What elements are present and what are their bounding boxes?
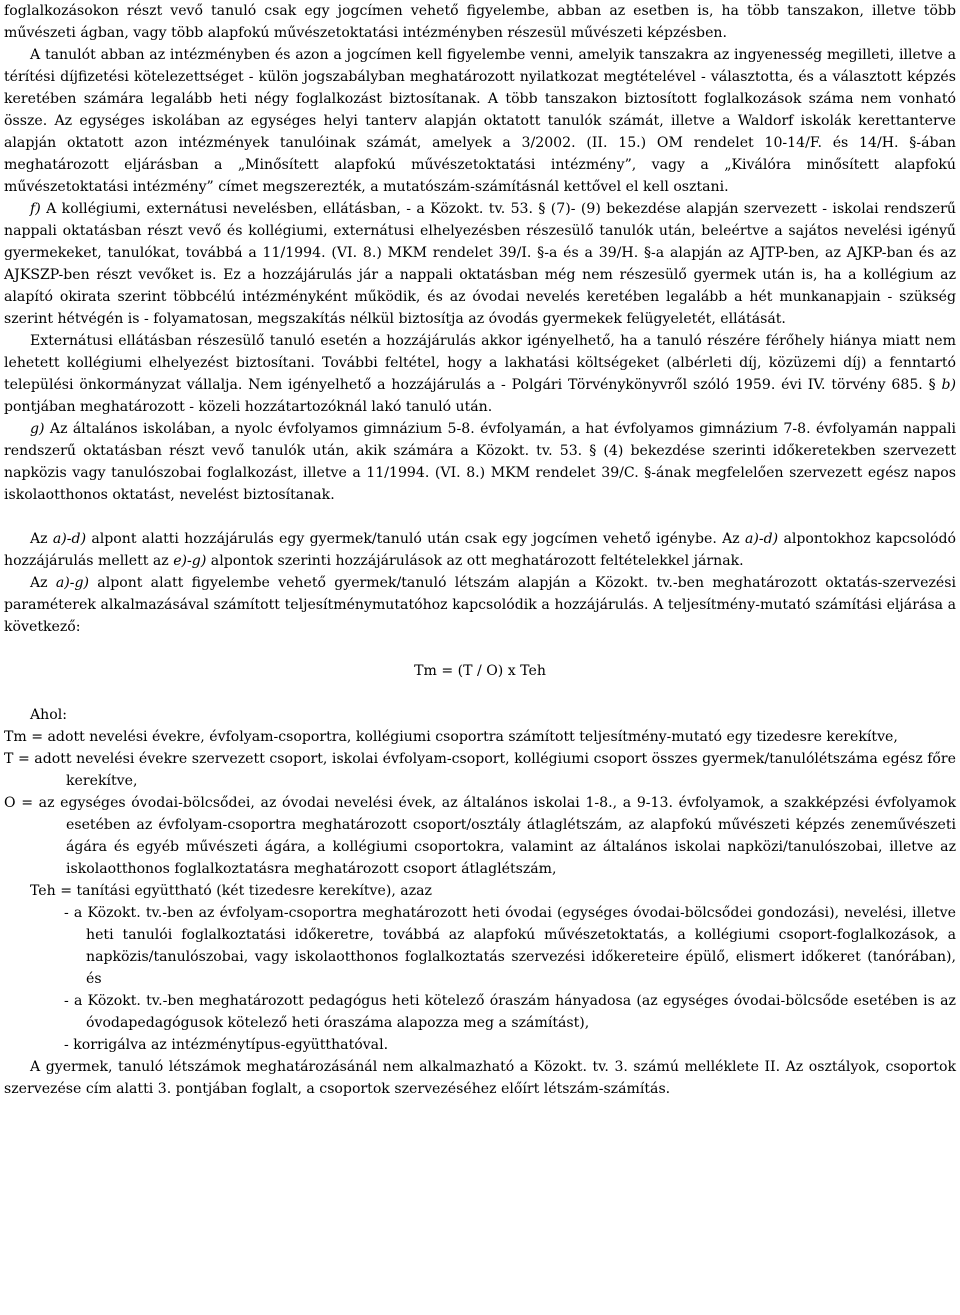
subpoint-label: e)-g) [173, 553, 207, 569]
item-label-g: g) [30, 421, 45, 437]
paragraph-g-primary-school [4, 418, 956, 506]
paragraph-externatus [4, 330, 956, 418]
paragraph-text: alpontokhoz kapcsolódó hozzájárulás mellett az [4, 531, 956, 569]
definition-tm: Tm = adott nevelési évekre, évfolyam-csoportra, kollégiumi csoportra számított teljesítmény-mutató egy tizedesre kerekítve, [4, 729, 898, 745]
item-label-b: b) [941, 377, 956, 393]
formula-spacer-top [4, 638, 956, 660]
where-label: Ahol: [30, 707, 67, 723]
paragraph-text: pontjában meghatározott - közeli hozzátartozóknál lakó tanuló után. [4, 399, 493, 415]
subpoint-label: a)-g) [55, 575, 90, 591]
paragraph-ag-performance-indicator [4, 572, 956, 638]
paragraph-text: Az [30, 575, 56, 591]
subpoint-label: a)-d) [745, 531, 779, 547]
teh-subitem-3: - korrigálva az intézménytípus-együtthatóval. [64, 1037, 389, 1053]
formula: Tm = (T / O) x Teh [414, 663, 546, 679]
paragraph-student-registration [4, 44, 956, 198]
paragraph-spacer [4, 506, 956, 528]
definition-o: O = az egységes óvodai-bölcsődei, az óvodai nevelési évek, az általános iskolai 1-8., a 9-13. évfolyamok, a szakképzési évfolyamok esetében az évfolyam-csoportra meghatározott csoport/osztály átlaglétszám, az alapfokú művészeti képzés zeneművészeti ágára és egyéb művészeti ágára, a kollégiumi csoportokra, valamint az általános iskolai napközi/tanulószobai, illetve az iskolaotthonos foglalkoztatásra meghatározott csoport átlaglétszám, [4, 795, 956, 877]
paragraph-art-education-continued [4, 0, 956, 44]
subpoint-label: a)-d) [52, 531, 87, 547]
paragraph-text: Az általános iskolában, a nyolc évfolyamos gimnázium 5-8. évfolyamán, a hat évfolyamos gimnázium 7-8. évfolyamán nappali rendszerű oktatásban részt vevő tanulók után, akik számára a Közokt. tv. 53. § (4) bekezdése szerinti időkeretekben szervezett napközis vagy tanulószobai foglalkozást, illetve a 11/1994. (VI. 8.) MKM rendelet 39/C. §-ának megfelelően szervezett egész napos iskolaotthonos oktatást, nevelést biztosítanak. [4, 421, 956, 503]
paragraph-text: foglalkozásokon részt vevő tanuló csak egy jogcímen vehető figyelembe, abban az esetben is, ha több tanszakon, illetve több művészeti ágban, vagy több alapfokú művészetoktatási intézményben részesül művészeti képzésben. [4, 3, 956, 41]
paragraph-f-dormitory [4, 198, 956, 330]
formula-spacer-bottom [4, 682, 956, 704]
paragraph-text: alpont alatti hozzájárulás egy gyermek/tanuló után csak egy jogcímen vehető igénybe. Az [86, 531, 745, 547]
paragraph-text: Az [30, 531, 53, 547]
paragraph-ad-subpoints [4, 528, 956, 572]
definition-teh: Teh = tanítási együttható (két tizedesre kerekítve), azaz [30, 883, 432, 899]
teh-subitem-2: - a Közokt. tv.-ben meghatározott pedagógus heti kötelező óraszám hányadosa (az egységes óvodai-bölcsőde esetében is az óvodapedagógusok kötelező heti óraszáma alapozza meg a számítást), [64, 993, 956, 1031]
paragraph-text: alpont alatt figyelembe vehető gyermek/tanuló létszám alapján a Közokt. tv.-ben meghatározott oktatás-szervezési paraméterek alkalmazásával számított teljesítménymutatóhoz kapcsolódik a hozzájárulás. A teljesítmény-mutató számítási eljárása a következő: [4, 575, 956, 635]
definition-t: T = adott nevelési évekre szervezett csoport, iskolai évfolyam-csoport, kollégiumi csoport összes gyermek/tanulólétszáma egész főre kerekítve, [4, 751, 956, 789]
item-label-f: f) [30, 201, 41, 217]
paragraph-text: Externátusi ellátásban részesülő tanuló esetén a hozzájárulás akkor igényelhető, ha a tanuló részére férőhely hiánya miatt nem lehetett kollégiumi elhelyezést biztosítani. További feltétel, hogy a lakhatási költségeket (albérleti díj, közüzemi díj) a fenntartó települési önkormányzat vállalja. Nem igényelhető a hozzájárulás a - Polgári Törvénykönyvről szóló 1959. évi IV. törvény 685. § [4, 333, 956, 393]
teh-subitem-1: - a Közokt. tv.-ben az évfolyam-csoportra meghatározott heti óvodai (egységes óvodai-bölcsődei gondozási), nevelési, illetve heti tanulói foglalkoztatási időkeretre, továbbá az alapfokú művészetoktatás, a kollégiumi csoport-foglalkozások, a napközis/tanulószobai, vagy iskolaotthonos foglalkoztatás szervezési időkereteire épülő, elismert időkeret (tanórában), és [64, 905, 956, 987]
paragraph-text: A kollégiumi, externátusi nevelésben, ellátásban, - a Közokt. tv. 53. § (7)- (9) bekezdése alapján szervezett - iskolai rendszerű nappali oktatásban részt vevő és kollégiumi, externátusi elhelyezésben részesülő tanulók után, beleértve a sajátos nevelési igényű gyermekeket, tanulókat, továbbá a 11/1994. (VI. 8.) MKM rendelet 39/I. §-a és a 39/H. §-a alapján az AJTP-ben, az AJKP-ban és az AJKSZP-ben részt vevőket is. Ez a hozzájárulás jár a nappali oktatásban még nem részesülő gyermek után is, ha a kollégium az alapító okirata szerint többcélú intézményként működik, és az óvodai nevelés keretében legalább a hét munkanapjain - szükség szerint hétvégén is - folyamatosan, megszakítás nélkül biztosítja az óvodás gyermekek felügyeletét, ellátását. [4, 201, 956, 327]
paragraph-text: alpontok szerinti hozzájárulások az ott meghatározott feltételekkel járnak. [206, 553, 744, 569]
paragraph-headcount-note: A gyermek, tanuló létszámok meghatározásánál nem alkalmazható a Közokt. tv. 3. számú melléklete II. Az osztályok, csoportok szervezése cím alatti 3. pontjában foglalt, a csoportok szervezéséhez előírt létszám-számítás. [4, 1059, 956, 1097]
paragraph-text: A tanulót abban az intézményben és azon a jogcímen kell figyelembe venni, amelyik tanszakra az ingyenesség megilleti, illetve a térítési díjfizetési kötelezettséget - külön jogszabályban meghatározott nyilatkozat megtételével - választotta, és a választott képzés keretében számára legalább heti négy foglalkozást biztosítanak. A több tanszakon biztosított foglalkozások száma nem vonható össze. Az egységes iskolában az egységes helyi tanterv alapján oktatott tanulók számát, illetve a Waldorf iskolák kerettanterve alapján oktatott azon intézmények tanulóinak számát, amelyek a 3/2002. (II. 15.) OM rendelet 10-14/F. és 14/H. §-ában meghatározott eljárásban a „Minősített alapfokú művészetoktatási intézmény”, vagy a „Kiválóra minősített alapfokú művészetoktatási intézmény” címet megszerezték, a mutatószám-számításnál kettővel el kell osztani. [4, 47, 956, 195]
